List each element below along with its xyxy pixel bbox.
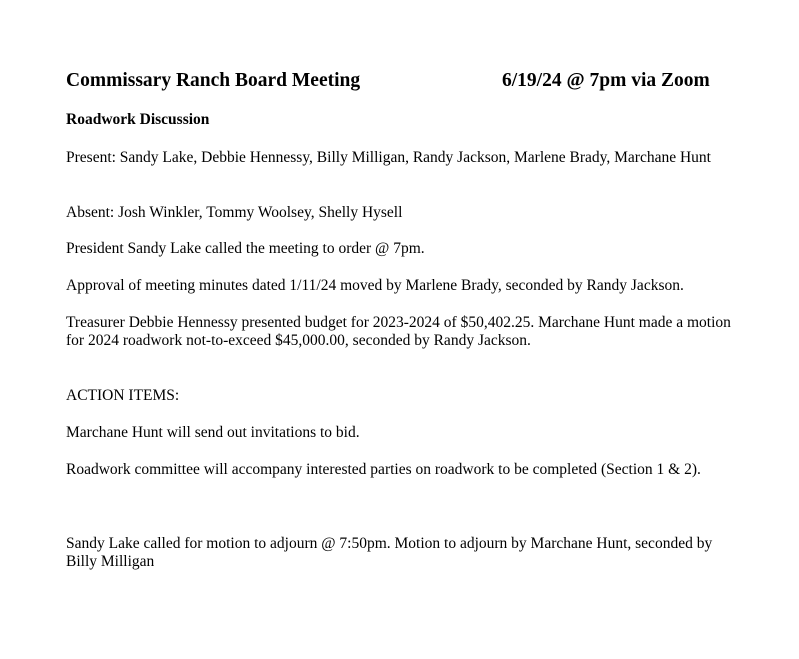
meeting-title: Commissary Ranch Board Meeting: [66, 70, 361, 91]
present-list: Present: Sandy Lake, Debbie Hennessy, Billy Milligan, Randy Jackson, Marlene Brady, Marchane Hunt: [66, 149, 711, 166]
absent-list: Absent: Josh Winkler, Tommy Woolsey, Shelly Hysell: [66, 204, 403, 221]
section-heading: Roadwork Discussion: [66, 111, 210, 128]
document-header: [66, 69, 726, 95]
adjournment-text: Sandy Lake called for motion to adjourn @ 7:50pm. Motion to adjourn by Marchane Hunt, seconded by Billy Milligan: [66, 535, 713, 570]
call-to-order-text: President Sandy Lake called the meeting to order @ 7pm.: [66, 240, 425, 257]
minutes-approval-text: Approval of meeting minutes dated 1/11/24 moved by Marlene Brady, seconded by Randy Jackson.: [66, 277, 684, 294]
action-item: Marchane Hunt will send out invitations to bid.: [66, 424, 360, 441]
action-items-heading: ACTION ITEMS:: [66, 387, 180, 404]
budget-motion-text: Treasurer Debbie Hennessy presented budget for 2023-2024 of $50,402.25. Marchane Hunt made a motion for 2024 roadwork not-to-exceed $45,000.00, seconded by Randy Jackson.: [66, 314, 731, 349]
meeting-date-location: 6/19/24 @ 7pm via Zoom: [502, 70, 710, 91]
action-item: Roadwork committee will accompany interested parties on roadwork to be completed (Section 1 & 2).: [66, 461, 701, 478]
